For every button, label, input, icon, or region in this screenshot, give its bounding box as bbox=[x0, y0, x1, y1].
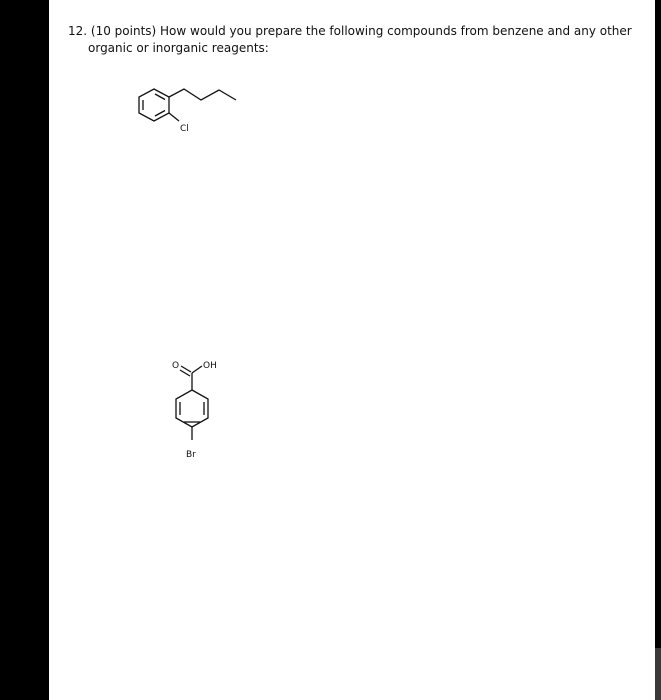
hydroxyl-label: OH bbox=[203, 361, 217, 371]
bromine-label: Br bbox=[186, 450, 196, 460]
chlorine-bond bbox=[169, 113, 179, 121]
carbonyl-oxygen-label: O bbox=[172, 361, 180, 371]
right-edge-strip-lower bbox=[655, 648, 661, 700]
chloro-butylbenzene-structure-icon bbox=[129, 80, 259, 150]
document-page bbox=[49, 0, 655, 700]
benzene-ring-2 bbox=[176, 390, 208, 427]
right-edge-strip bbox=[655, 0, 661, 700]
chlorine-label-text: Cl bbox=[180, 124, 189, 134]
para-bromobenzoic-acid-structure-icon bbox=[161, 352, 251, 467]
question-line-1: 12. (10 points) How would you prepare the following compounds from benzene and any other bbox=[68, 24, 632, 38]
benzene-ring-1 bbox=[139, 89, 169, 121]
question-text bbox=[68, 23, 638, 57]
butyl-chain bbox=[169, 89, 236, 100]
carboxyl-group bbox=[180, 366, 202, 390]
question-line-2: organic or inorganic reagents: bbox=[88, 41, 269, 55]
